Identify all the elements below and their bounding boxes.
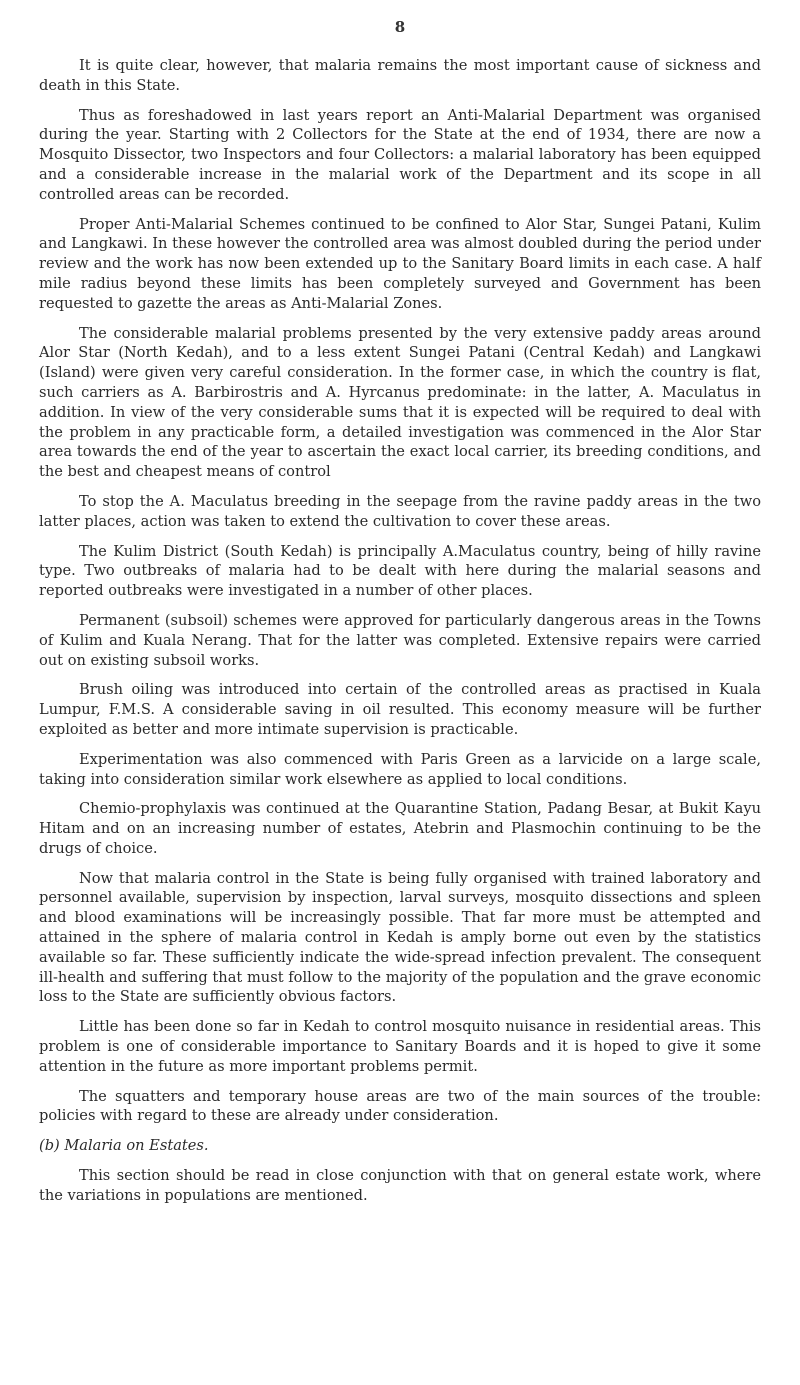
paragraph-mosquito-nuisance: Little has been done so far in Kedah to control mosquito nuisance in residential areas. This problem is one of considerable importance to Sanitary Boards and it is hoped to give it some attention in the future as more important problems permit. bbox=[39, 1018, 761, 1075]
paragraph-estates-intro: This section should be read in close conjunction with that on general estate work, where the variations in populations are mentioned. bbox=[39, 1167, 761, 1204]
paragraph-paris-green: Experimentation was also commenced with Paris Green as a larvicide on a large scale, taking into consideration similar work elsewhere as applied to local conditions. bbox=[39, 750, 761, 788]
paragraph-malaria-control-organised: Now that malaria control in the State is being fully organised with trained laboratory and personnel available, supervision by inspection, larval surveys, mosquito dissections and spleen and blood examinations will be increasingly possible. That far more must be attempted and attained in the sphere of malaria control in Kedah is amply borne out even by the statistics available so far. These sufficiently indicate the wide-spread infection prevalent. The consequent ill-health and suffering that must follow to the majority of the population and the grave economic loss to the State are sufficiently obvious factors. bbox=[39, 869, 761, 1006]
page-number: 8 bbox=[394, 18, 406, 36]
paragraph-anti-malarial-department: Thus as foreshadowed in last years report an Anti-Malarial Department was organised during the year. Starting with 2 Collectors for the State at the end of 1934, there are now a Mosquito Dissector, two Inspectors and four Collectors: a malarial laboratory has been equipped and a considerable increase in the malarial work of the Department and its scope in all controlled areas can be recorded. bbox=[39, 106, 761, 203]
page-body bbox=[39, 56, 761, 1216]
paragraph-paddy-area-problems: The considerable malarial problems presented by the very extensive paddy areas around Alor Star (North Kedah), and to a less extent Sungei Patani (Central Kedah) and Langkawi (Island) were given very careful consideration. In the former case, in which the country is flat, such carriers as A. Barbirostris and A. Hyrcanus predominate: in the latter, A. Maculatus in addition. In view of the very considerable sums that it is expected will be required to deal with the problem in any practicable form, a detailed investigation was commenced in the Alor Star area towards the end of the year to ascertain the exact local carrier, its breeding conditions, and the best and cheapest means of control bbox=[39, 324, 761, 481]
section-heading-malaria-on-estates: (b) Malaria on Estates. bbox=[39, 1137, 209, 1155]
paragraph-ravine-paddy-action: To stop the A. Maculatus breeding in the seepage from the ravine paddy areas in the two latter places, action was taken to extend the cultivation to cover these areas. bbox=[39, 492, 761, 530]
paragraph-subsoil-schemes: Permanent (subsoil) schemes were approved for particularly dangerous areas in the Towns of Kulim and Kuala Nerang. That for the latter was completed. Extensive repairs were carried out on existing subsoil works. bbox=[39, 611, 761, 669]
paragraph-kulim-district: The Kulim District (South Kedah) is principally A.Maculatus country, being of hilly ravine type. Two outbreaks of malaria had to be dealt with here during the malarial seasons and reported outbreaks were investigated in a number of other places. bbox=[39, 542, 761, 600]
paragraph-malaria-importance: It is quite clear, however, that malaria remains the most important cause of sickness and death in this State. bbox=[39, 57, 761, 94]
paragraph-squatters: The squatters and temporary house areas are two of the main sources of the trouble: policies with regard to these are already under consideration. bbox=[39, 1087, 761, 1125]
paragraph-chemio-prophylaxis: Chemio-prophylaxis was continued at the Quarantine Station, Padang Besar, at Bukit Kayu Hitam and on an increasing number of estates, Atebrin and Plasmochin continuing to be the drugs of choice. bbox=[39, 800, 761, 857]
paragraph-brush-oiling: Brush oiling was introduced into certain of the controlled areas as practised in Kuala Lumpur, F.M.S. A considerable saving in oil resulted. This economy measure will be further exploited as better and more intimate supervision is practicable. bbox=[39, 681, 761, 738]
paragraph-anti-malarial-schemes: Proper Anti-Malarial Schemes continued to be confined to Alor Star, Sungei Patani, Kulim and Langkawi. In these however the controlled area was almost doubled during the period under review and the work has now been extended up to the Sanitary Board limits in each case. A half mile radius beyond these limits has been completely surveyed and Government has been requested to gazette the areas as Anti-Malarial Zones. bbox=[39, 215, 761, 312]
